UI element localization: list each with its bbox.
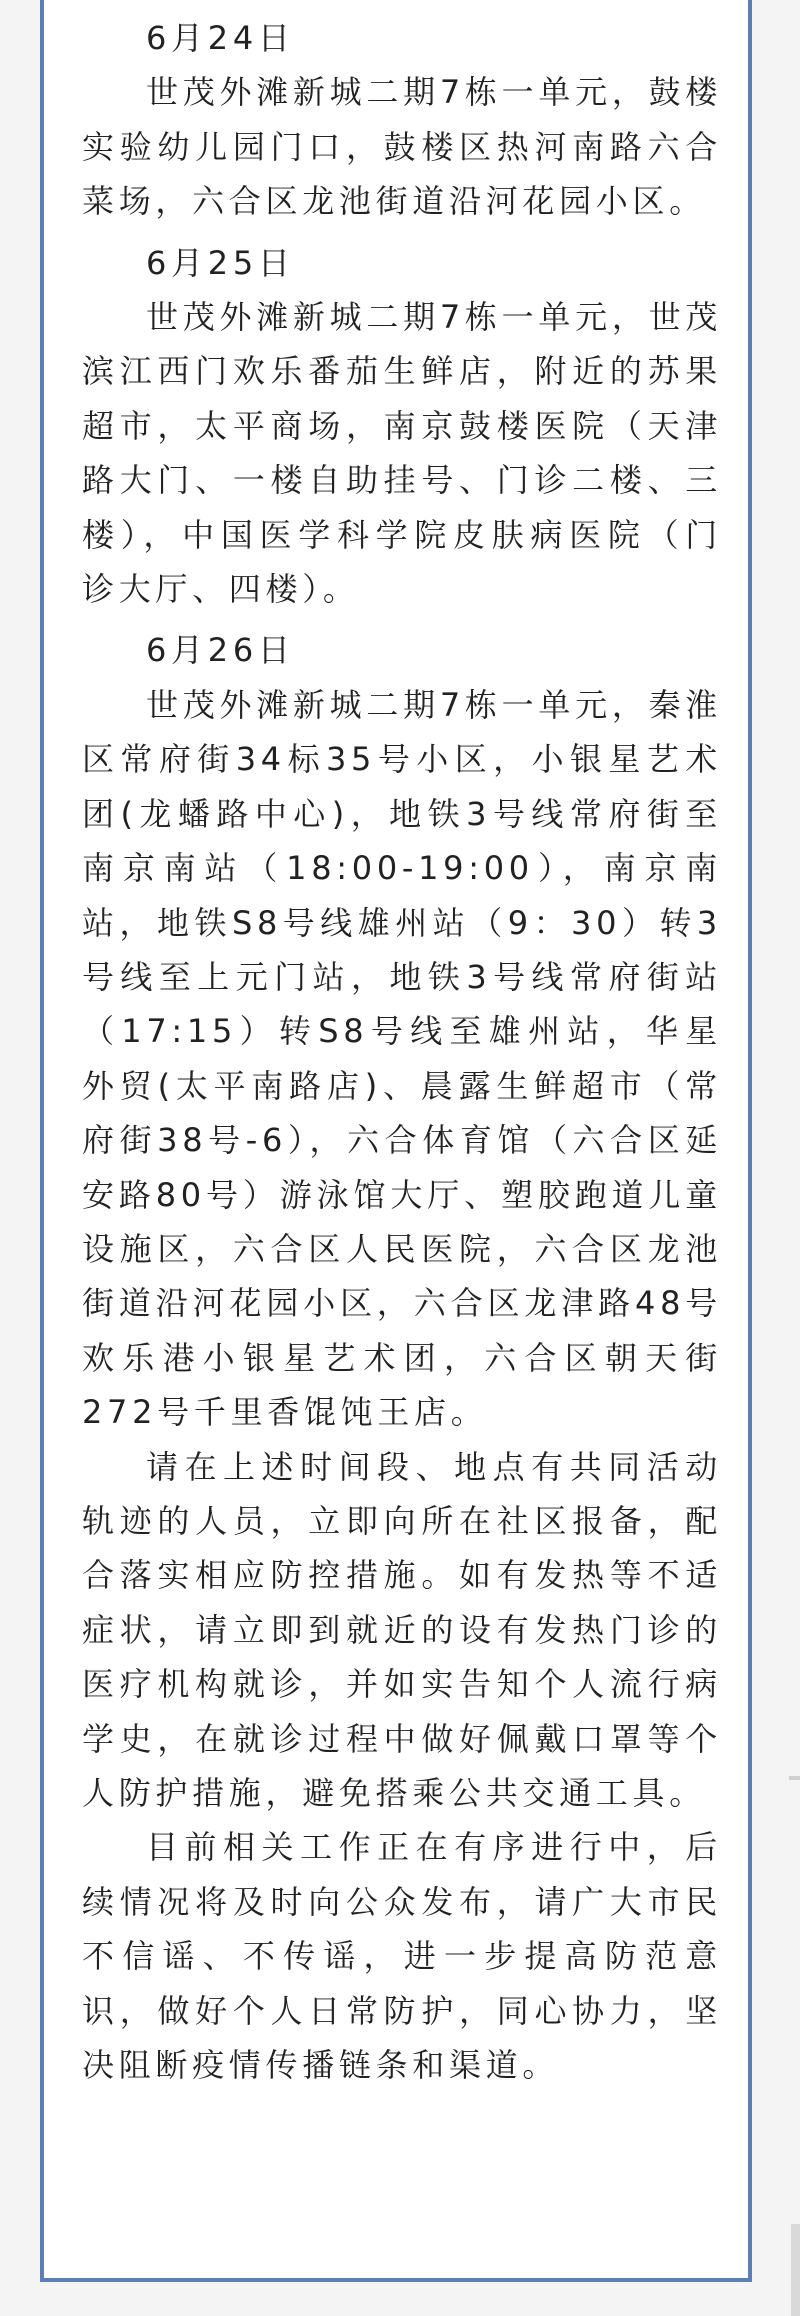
date-heading-0626: 6月26日: [146, 631, 295, 670]
date-heading-0625: 6月25日: [146, 243, 295, 282]
date-heading-0624: 6月24日: [146, 19, 295, 57]
closing-paragraph: 目前相关工作正在有序进行中，后续情况将及时向公众发布，请广大市民不信谣、不传谣，进一步提高防范意识，做好个人日常防护，同心协力，坚决阻断疫情传播链条和渠道。: [82, 1828, 722, 2085]
scrollbar-remnant: [791, 2224, 800, 2316]
location-list-0625: 世茂外滩新城二期7栋一单元，世茂滨江西门欢乐番茄生鲜店，附近的苏果超市，太平商场，南京鼓楼医院（天津路大门、一楼自助挂号、门诊二楼、三楼），中国医学科学院皮肤病医院（门诊大厅、四楼）。: [82, 298, 722, 609]
article-body: [82, 0, 722, 2092]
edge-artifact: [789, 1776, 800, 1780]
location-list-0626: 世茂外滩新城二期7栋一单元，秦淮区常府街34标35号小区，小银星艺术团(龙蟠路中心)，地铁3号线常府街至南京南站（18:00-19:00），南京南站，地铁S8号线雄州站（9：30）转3号线至上元门站，地铁3号线常府街站（17:15）转S8号线至雄州站，华星外贸(太平南路店)、晨露生鲜超市（常府街38号-6），六合体育馆（六合区延安路80号）游泳馆大厅、塑胶跑道儿童设施区，六合区人民医院，六合区龙池街道沿河花园小区，六合区龙津路48号欢乐港小银星艺术团，六合区朝天街272号千里香馄饨王店。: [82, 685, 722, 1432]
location-list-0624: 世茂外滩新城二期7栋一单元，鼓楼实验幼儿园门口，鼓楼区热河南路六合菜场，六合区龙池街道沿河花园小区。: [82, 73, 722, 221]
notice-paragraph: 请在上述时间段、地点有共同活动轨迹的人员，立即向所在社区报备，配合落实相应防控措施。如有发热等不适症状，请立即到就近的设有发热门诊的医疗机构就诊，并如实告知个人流行病学史，在就诊过程中做好佩戴口罩等个人防护措施，避免搭乘公共交通工具。: [82, 1447, 722, 1812]
